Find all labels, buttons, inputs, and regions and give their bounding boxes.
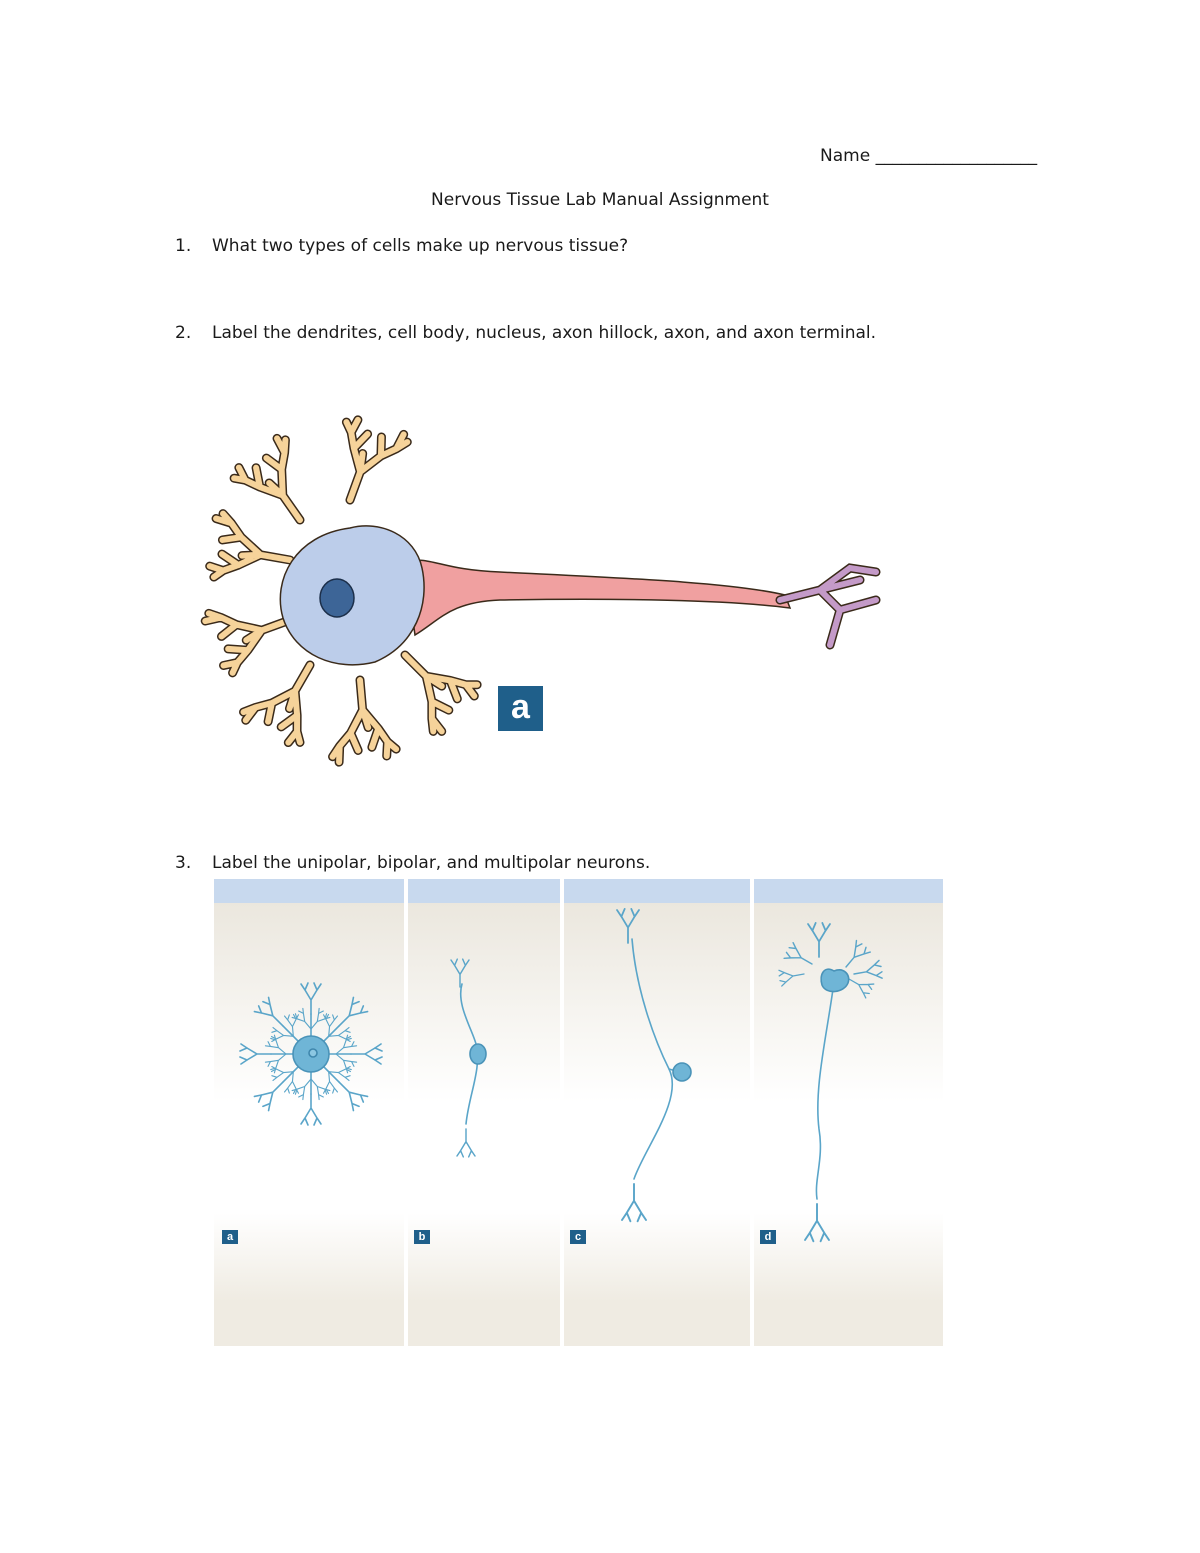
neuron-diagram (200, 440, 900, 760)
question-number: 3. (175, 853, 192, 873)
panel-badge-d: d (760, 1230, 776, 1244)
figure-badge: a (498, 686, 543, 731)
panel-badge-b: b (414, 1230, 430, 1244)
name-blank[interactable]: ___________________ (875, 146, 1038, 166)
neuron-types-figure (214, 879, 943, 1346)
name-field (820, 145, 1037, 167)
neuron-unipolar (617, 909, 691, 1221)
neuron-star (240, 983, 382, 1125)
question-text: What two types of cells make up nervous tissue? (212, 236, 629, 256)
neuron-illustrations (214, 879, 943, 1346)
neuron-pyramidal (778, 923, 883, 1241)
nucleus (320, 579, 354, 617)
neuron-bipolar (451, 959, 486, 1157)
page-title: Nervous Tissue Lab Manual Assignment (431, 190, 769, 210)
question-text: Label the unipolar, bipolar, and multipolar neurons. (212, 853, 651, 873)
question-number: 1. (175, 236, 192, 256)
axon-terminal (780, 568, 876, 645)
axon (405, 560, 790, 635)
name-label: Name (820, 146, 871, 166)
panel-badge-a: a (222, 1230, 238, 1244)
panel-badge-c: c (570, 1230, 586, 1244)
question-text: Label the dendrites, cell body, nucleus, axon hillock, axon, and axon terminal. (212, 323, 877, 343)
question-number: 2. (175, 323, 192, 343)
